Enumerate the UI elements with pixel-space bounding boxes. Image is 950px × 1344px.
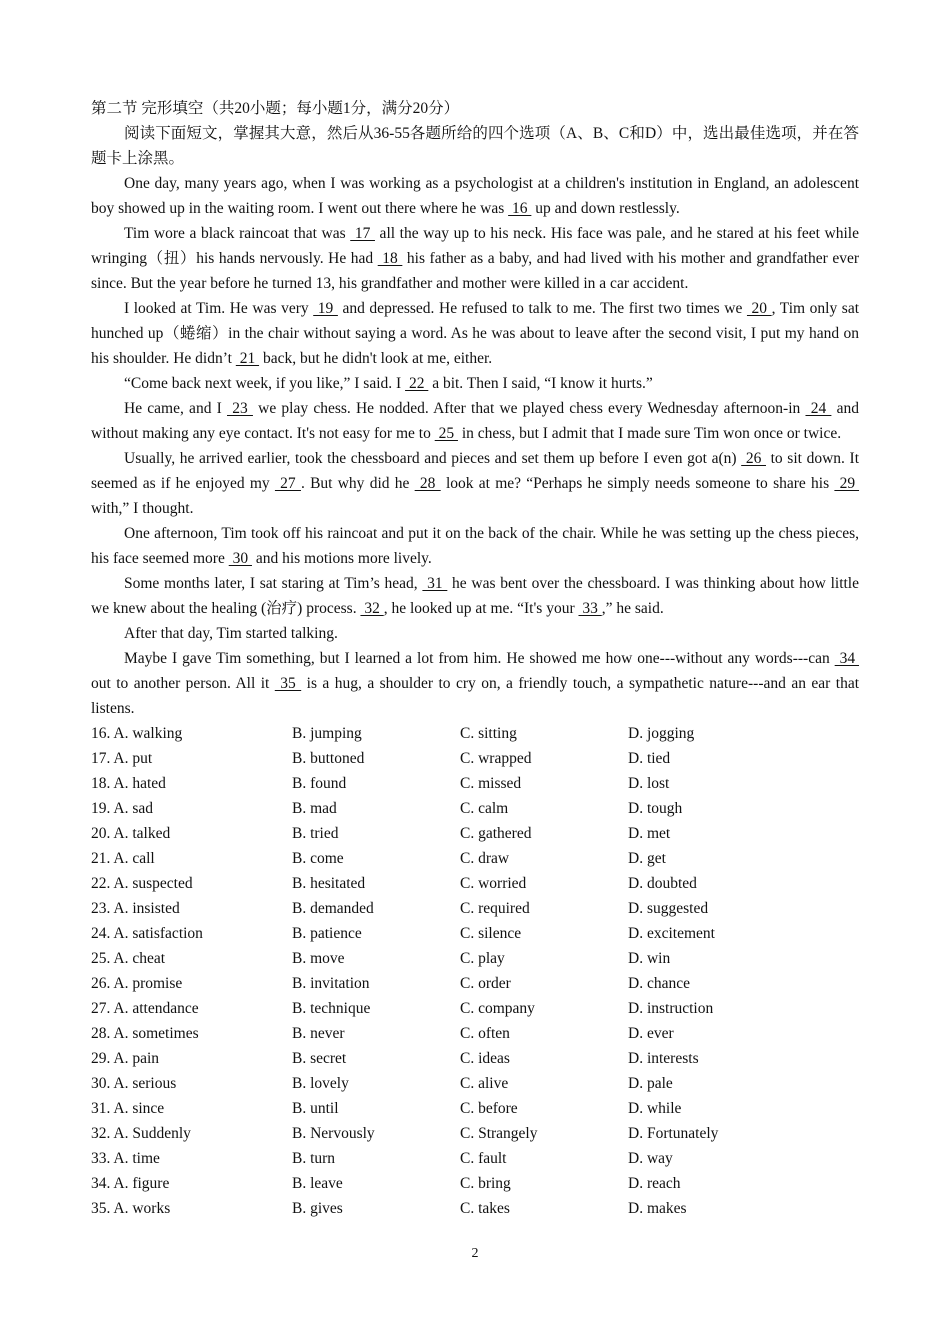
option-c: C. Strangely <box>460 1125 538 1142</box>
passage-paragraph <box>91 521 859 571</box>
passage-paragraph <box>91 371 859 396</box>
answer-blank: 28 <box>414 475 441 492</box>
option-c: C. takes <box>460 1200 510 1217</box>
option-d: D. ever <box>628 1025 674 1042</box>
option-a: 31. A. since <box>91 1100 165 1117</box>
passage-paragraph <box>91 621 859 646</box>
passage-text: back, but he didn't look at me, either. <box>259 350 493 367</box>
option-d: D. way <box>628 1150 673 1167</box>
option-c: C. missed <box>460 775 522 792</box>
option-a: 26. A. promise <box>91 975 183 992</box>
option-c: C. before <box>460 1100 518 1117</box>
option-d: D. Fortunately <box>628 1125 719 1142</box>
option-b: B. buttoned <box>292 750 365 767</box>
passage-text: we play chess. He nodded. After that we played chess every Wednesday afternoon-in <box>252 400 806 417</box>
option-c: C. silence <box>460 925 522 942</box>
passage-paragraph <box>91 171 859 221</box>
option-b: B. until <box>292 1100 339 1117</box>
option-a: 33. A. time <box>91 1150 160 1167</box>
answer-blank: 19 <box>313 300 338 317</box>
answer-blank: 18 <box>377 250 403 267</box>
answer-blank: 24 <box>805 400 832 417</box>
passage-text: and his motions more lively. <box>251 550 432 567</box>
option-b: B. Nervously <box>292 1125 375 1142</box>
option-a: 18. A. hated <box>91 775 166 792</box>
option-a: 23. A. insisted <box>91 900 180 917</box>
option-row <box>91 996 859 1021</box>
passage-text: a bit. Then I said, “I know it hurts.” <box>428 375 653 392</box>
option-b: B. patience <box>292 925 362 942</box>
passage-text: all the way up to his neck. His face was pale, and he stared at his feet while wringing（扭）his hands nervously. He had <box>91 225 859 267</box>
option-c: C. calm <box>460 800 509 817</box>
option-d: D. interests <box>628 1050 699 1067</box>
passage-text: with,” I thought. <box>91 500 194 517</box>
answer-blank: 17 <box>350 225 375 242</box>
option-row <box>91 1146 859 1171</box>
option-d: D. chance <box>628 975 690 992</box>
passage-paragraph <box>91 396 859 446</box>
document-page <box>91 96 859 1221</box>
option-d: D. makes <box>628 1200 687 1217</box>
option-row <box>91 1196 859 1221</box>
passage-text: is a hug, a shoulder to cry on, a friendly touch, a sympathetic nature---and an ear that listens. <box>91 675 860 717</box>
answer-blank: 35 <box>274 675 302 692</box>
option-b: B. demanded <box>292 900 374 917</box>
option-c: C. order <box>460 975 511 992</box>
passage-text: One afternoon, Tim took off his raincoat and put it on the back of the chair. While he was setting up the chess pieces, his face seemed more <box>91 525 859 567</box>
option-b: B. move <box>292 950 345 967</box>
option-d: D. doubted <box>628 875 697 892</box>
passage-paragraph <box>91 646 859 721</box>
answer-blank: 16 <box>508 200 532 217</box>
option-row <box>91 796 859 821</box>
answer-blank: 29 <box>834 475 860 492</box>
option-row <box>91 846 859 871</box>
option-row <box>91 771 859 796</box>
section-title: 第二节 完形填空（共20小题；每小题1分，满分20分） <box>91 100 460 117</box>
answer-blank: 27 <box>274 475 301 492</box>
option-row <box>91 821 859 846</box>
option-b: B. secret <box>292 1050 347 1067</box>
option-row <box>91 946 859 971</box>
option-row <box>91 896 859 921</box>
passage-text: One day, many years ago, when I was working as a psychologist at a children's institution in England, an adolescent boy showed up in the waiting room. I went out there where he was <box>91 175 859 217</box>
option-d: D. reach <box>628 1175 681 1192</box>
option-d: D. jogging <box>628 725 695 742</box>
option-row <box>91 746 859 771</box>
cloze-passage <box>91 171 859 721</box>
option-a: 30. A. serious <box>91 1075 177 1092</box>
answer-blank: 20 <box>746 300 772 317</box>
option-d: D. lost <box>628 775 670 792</box>
option-b: B. gives <box>292 1200 343 1217</box>
option-a: 20. A. talked <box>91 825 171 842</box>
option-d: D. win <box>628 950 671 967</box>
passage-text: in chess, but I admit that I made sure Tim won once or twice. <box>457 425 842 442</box>
passage-text: Usually, he arrived earlier, took the chessboard and pieces and set them up before I even got a(n) <box>124 450 742 467</box>
option-row <box>91 1121 859 1146</box>
option-b: B. found <box>292 775 347 792</box>
passage-text: to sit down. It seemed as if he enjoyed my <box>91 450 859 492</box>
option-row <box>91 1046 859 1071</box>
option-b: B. tried <box>292 825 339 842</box>
passage-text: I looked at Tim. He was very <box>124 300 314 317</box>
option-b: B. invitation <box>292 975 370 992</box>
passage-text: look at me? “Perhaps he simply needs someone to share his <box>440 475 835 492</box>
option-a: 35. A. works <box>91 1200 171 1217</box>
option-row <box>91 921 859 946</box>
option-c: C. required <box>460 900 530 917</box>
passage-text: his father as a baby, and had lived with his mother and grandfather ever since. But the year before he turned 13, his grandfather and mother were killed in a car accident. <box>91 250 859 292</box>
passage-text: up and down restlessly. <box>531 200 680 217</box>
option-a: 27. A. attendance <box>91 1000 199 1017</box>
passage-paragraph <box>91 296 859 371</box>
option-row <box>91 1021 859 1046</box>
section-instruction: 阅读下面短文，掌握其大意，然后从36-55各题所给的四个选项（A、B、C和D）中，选出最佳选项，并在答题卡上涂黑。 <box>91 125 859 167</box>
option-a: 21. A. call <box>91 850 155 867</box>
option-a: 16. A. walking <box>91 725 183 742</box>
option-b: B. jumping <box>292 725 362 742</box>
passage-paragraph <box>91 446 859 521</box>
option-d: D. instruction <box>628 1000 714 1017</box>
passage-text: out to another person. All it <box>91 675 275 692</box>
option-d: D. tied <box>628 750 671 767</box>
option-b: B. mad <box>292 800 337 817</box>
passage-paragraph <box>91 571 859 621</box>
answer-blank: 30 <box>228 550 252 567</box>
answer-blank: 31 <box>422 575 448 592</box>
option-a: 22. A. suspected <box>91 875 193 892</box>
option-row <box>91 721 859 746</box>
option-row <box>91 1071 859 1096</box>
passage-text: . But why did he <box>300 475 415 492</box>
passage-text: and depressed. He refused to talk to me. The first two times we <box>337 300 747 317</box>
answer-blank: 21 <box>235 350 260 367</box>
passage-text: After that day, Tim started talking. <box>124 625 338 642</box>
answer-blank: 23 <box>227 400 253 417</box>
passage-text: he was bent over the chessboard. I was thinking about how little we knew about the healing (治疗) process. <box>91 575 859 617</box>
passage-text: He came, and I <box>124 400 228 417</box>
answer-blank: 22 <box>405 375 429 392</box>
option-c: C. ideas <box>460 1050 510 1067</box>
option-b: B. hesitated <box>292 875 366 892</box>
option-c: C. fault <box>460 1150 507 1167</box>
option-d: D. while <box>628 1100 682 1117</box>
option-d: D. get <box>628 850 666 867</box>
option-c: C. company <box>460 1000 535 1017</box>
option-c: C. sitting <box>460 725 517 742</box>
passage-text: , he looked up at me. “It's your <box>383 600 579 617</box>
answer-blank: 32 <box>360 600 384 617</box>
passage-text: Tim wore a black raincoat that was <box>124 225 351 242</box>
answer-blank: 34 <box>834 650 860 667</box>
option-row <box>91 971 859 996</box>
option-c: C. gathered <box>460 825 532 842</box>
passage-text: ,” he said. <box>601 600 664 617</box>
option-row <box>91 871 859 896</box>
answer-blank: 33 <box>578 600 602 617</box>
option-c: C. draw <box>460 850 510 867</box>
option-a: 28. A. sometimes <box>91 1025 199 1042</box>
option-a: 24. A. satisfaction <box>91 925 203 942</box>
option-b: B. never <box>292 1025 345 1042</box>
option-b: B. technique <box>292 1000 371 1017</box>
option-a: 32. A. Suddenly <box>91 1125 191 1142</box>
passage-text: “Come back next week, if you like,” I said. I <box>124 375 406 392</box>
option-d: D. suggested <box>628 900 709 917</box>
option-b: B. lovely <box>292 1075 349 1092</box>
option-c: C. alive <box>460 1075 509 1092</box>
option-a: 19. A. sad <box>91 800 153 817</box>
option-c: C. wrapped <box>460 750 532 767</box>
option-a: 17. A. put <box>91 750 153 767</box>
passage-text: and without making any eye contact. It's not easy for me to <box>91 400 859 442</box>
option-c: C. often <box>460 1025 510 1042</box>
option-d: D. tough <box>628 800 683 817</box>
answer-blank: 26 <box>741 450 766 467</box>
passage-text: , Tim only sat hunched up（蜷缩）in the chair without saying a word. As he was about to leave after the second visit, I put my hand on his shoulder. He didn’t <box>91 300 860 367</box>
passage-paragraph <box>91 221 859 296</box>
option-c: C. bring <box>460 1175 511 1192</box>
option-a: 34. A. figure <box>91 1175 170 1192</box>
option-c: C. worried <box>460 875 527 892</box>
option-b: B. leave <box>292 1175 343 1192</box>
option-d: D. met <box>628 825 671 842</box>
option-row <box>91 1096 859 1121</box>
option-c: C. play <box>460 950 505 967</box>
option-a: 25. A. cheat <box>91 950 166 967</box>
option-d: D. pale <box>628 1075 673 1092</box>
option-b: B. come <box>292 850 344 867</box>
option-row <box>91 1171 859 1196</box>
passage-text: Some months later, I sat staring at Tim’s head, <box>124 575 423 592</box>
option-b: B. turn <box>292 1150 336 1167</box>
passage-text: Maybe I gave Tim something, but I learned a lot from him. He showed me how one---without any words---can <box>124 650 835 667</box>
options-table <box>91 721 859 1221</box>
page-number: 2 <box>471 1246 479 1261</box>
option-a: 29. A. pain <box>91 1050 160 1067</box>
answer-blank: 25 <box>434 425 458 442</box>
option-d: D. excitement <box>628 925 715 942</box>
